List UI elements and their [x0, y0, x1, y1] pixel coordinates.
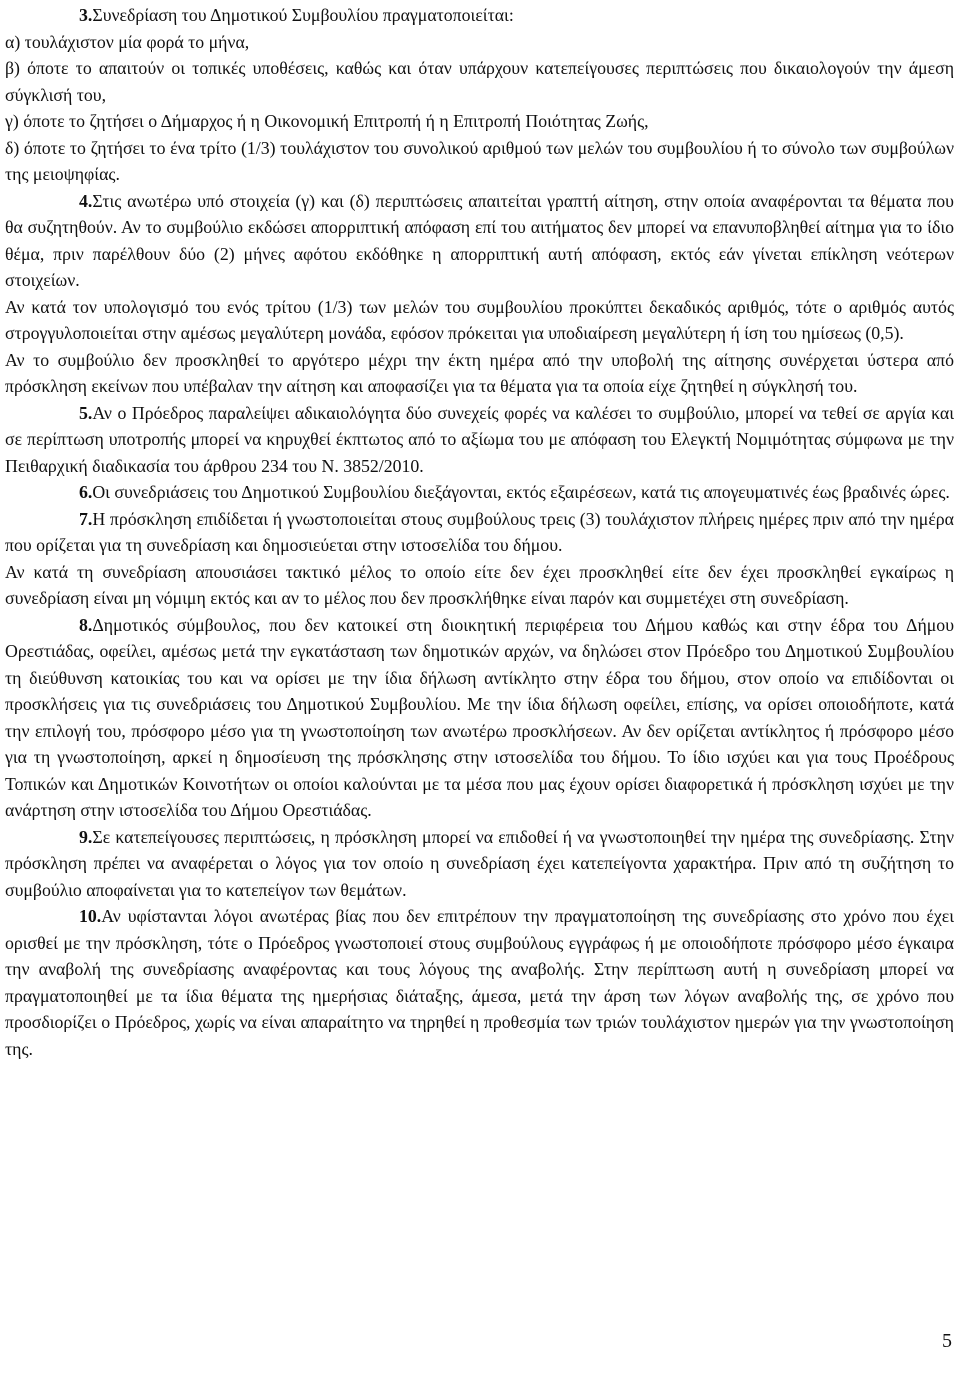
section-text: Συνεδρίαση του Δημοτικού Συμβουλίου πραγματοποιείται:	[92, 5, 514, 25]
section-number: 5.	[79, 402, 93, 423]
page-number: 5	[942, 1330, 952, 1352]
section-8-paragraph	[5, 612, 954, 824]
section-5-paragraph	[5, 400, 954, 480]
list-item: α) τουλάχιστον μία φορά το μήνα,	[5, 31, 250, 52]
section-3-heading	[5, 2, 954, 29]
section-text: Αν υφίστανται λόγοι ανωτέρας βίας που δεν επιτρέπουν την πραγματοποίηση της συνεδρίασης στο χρόνο που έχει ορισθεί με την πρόσκληση, τότε ο Πρόεδρος γνωστοποιεί στους συμβούλους εγγράφως ή με οποιοδήποτε πρόσφορο μέσο έγκαιρα την αναβολή της συνεδρίασης αναφέροντας και τους λόγους της αναβολής. Στην περίπτωση αυτή η συνεδρίαση μπορεί να πραγματοποιηθεί με τα ίδια θέματα της ημερήσιας διάταξης, άμεσα, μετά την άρση των λόγων αναβολής της, σε χρόνο που προσδιορίζει ο Πρόεδρος, χωρίς να είναι απαραίτητο να τηρηθεί η προθεσμία των τριών τουλάχιστον ημερών για την γνωστοποίηση της.	[5, 906, 954, 1059]
list-item: γ) όποτε το ζητήσει ο Δήμαρχος ή η Οικονομική Επιτροπή ή η Επιτροπή Ποιότητας Ζωής,	[5, 111, 649, 131]
list-item: β) όποτε το απαιτούν οι τοπικές υποθέσεις, καθώς και όταν υπάρχουν κατεπείγουσες περιπτώσεις που δικαιολογούν την άμεση σύγκλισή του,	[5, 58, 954, 105]
paragraph: Αν κατά τον υπολογισμό του ενός τρίτου (1/3) των μελών του συμβουλίου προκύπτει δεκαδικός αριθμός, τότε ο αριθμός αυτός στρογγυλοποιείται στην αμέσως μεγαλύτερη μονάδα, εφόσον πρόκειται για υποδιαίρεση μεγαλύτερη ή ίση του ημίσεως (0,5).	[5, 296, 954, 343]
list-item: δ) όποτε το ζητήσει το ένα τρίτο (1/3) τουλάχιστον του συνολικού αριθμού των μελών του συμβουλίου ή το σύνολο των συμβούλων της μειοψηφίας.	[5, 137, 954, 184]
paragraph: Αν κατά τη συνεδρίαση απουσιάσει τακτικό μέλος το οποίο είτε δεν έχει προσκληθεί είτε δεν έχει προσκληθεί εγκαίρως η συνεδρίαση είναι μη νόμιμη εκτός και αν το μέλος που δεν προσκλήθηκε είναι παρόν και συμμετέχει στη συνεδρίαση.	[5, 561, 954, 608]
section-4-paragraph	[5, 188, 954, 294]
section-text: Οι συνεδριάσεις του Δημοτικού Συμβουλίου διεξάγονται, εκτός εξαιρέσεων, κατά τις απογευματινές έως βραδινές ώρες.	[92, 482, 950, 502]
section-text: Αν ο Πρόεδρος παραλείψει αδικαιολόγητα δύο συνεχείς φορές να καλέσει το συμβούλιο, μπορεί να τεθεί σε αργία και σε περίπτωση υποτροπής μπορεί να κηρυχθεί έκπτωτος από το αξίωμα του με απόφαση του Ελεγκτή Νομιμότητας σύμφωνα με την Πειθαρχική διαδικασία του άρθρου 234 του Ν. 3852/2010.	[5, 402, 954, 476]
section-number: 3.	[79, 5, 93, 25]
section-number: 8.	[79, 614, 93, 635]
section-10-paragraph	[5, 903, 954, 1062]
section-number: 9.	[79, 826, 93, 847]
section-9-paragraph	[5, 824, 954, 904]
paragraph: Αν το συμβούλιο δεν προσκληθεί το αργότερο μέχρι την έκτη ημέρα από την υποβολή της αίτησης συνέρχεται ύστερα από πρόσκληση εκείνων που υπέβαλαν την αίτηση και αποφασίζει για τα θέματα για τα οποία είχε ζητηθεί η σύγκλησή του.	[5, 349, 954, 396]
section-number: 6.	[79, 482, 93, 502]
section-6-paragraph	[5, 479, 954, 506]
section-number: 10.	[79, 906, 102, 926]
section-7-paragraph	[5, 506, 954, 559]
section-text: Στις ανωτέρω υπό στοιχεία (γ) και (δ) περιπτώσεις απαιτείται γραπτή αίτηση, στην οποία αναφέρονται τα θέματα που θα συζητηθούν. Αν το συμβούλιο εκδώσει απορριπτική απόφαση επί του αιτήματος δεν μπορεί να επανυποβληθεί αίτημα για το ίδιο θέμα, πριν παρέλθουν δύο (2) μήνες αφότου εκδόθηκε η απορριπτική αυτή απόφαση, εκτός εάν γίνεται επίκληση νεότερων στοιχείων.	[5, 190, 954, 290]
section-text: Σε κατεπείγουσες περιπτώσεις, η πρόσκληση μπορεί να επιδοθεί ή να γνωστοποιηθεί την ημέρα της συνεδρίασης. Στην πρόσκληση πρέπει να αναφέρεται ο λόγος για τον οποίο η συνεδρίαση έχει κατεπείγοντα χαρακτήρα. Πριν από τη συζήτηση το συμβούλιο αποφαίνεται για το κατεπείγον των θεμάτων.	[5, 826, 954, 900]
section-number: 4.	[79, 190, 93, 211]
section-text: Η πρόσκληση επιδίδεται ή γνωστοποιείται στους συμβούλους τρεις (3) τουλάχιστον πλήρεις ημέρες πριν από την ημέρα που ορίζεται για τη συνεδρίαση και δημοσιεύεται στην ιστοσελίδα του δήμου.	[5, 508, 954, 555]
section-number: 7.	[79, 508, 93, 529]
section-text: Δημοτικός σύμβουλος, που δεν κατοικεί στη διοικητική περιφέρεια του Δήμου καθώς και στην έδρα του Δήμου Ορεστιάδας, οφείλει, αμέσως μετά την εγκατάσταση των δημοτικών αρχών, να δηλώσει στον Πρόεδρο του Δημοτικού Συμβουλίου τη διεύθυνση κατοικίας του και να ορίσει με την ίδια δήλωση αντίκλητο στην έδρα του δήμου, στον οποίο να επιδίδονται οι προσκλήσεις για τις συνεδριάσεις του Δημοτικού Συμβουλίου. Με την ίδια δήλωση οφείλει, επίσης, να ορίσει οποιοδήποτε, κατά την επιλογή του, πρόσφορο μέσο για τη γνωστοποίηση των ανωτέρω προσκλήσεων. Αν δεν ορίζεται αντίκλητος ή πρόσφορο μέσο για τη γνωστοποίηση, αρκεί η δημοσίευση της πρόσκλησης στην ιστοσελίδα του δήμου. Το ίδιο ισχύει και για τους Προέδρους Τοπικών και Δημοτικών Κοινοτήτων οι οποίοι καλούνται με τα μέσα που μας έχουν ορίσει διαφορετικά ή πρόσκληση ισχύει με την ανάρτηση στην ιστοσελίδα του Δήμου Ορεστιάδας.	[5, 614, 954, 820]
